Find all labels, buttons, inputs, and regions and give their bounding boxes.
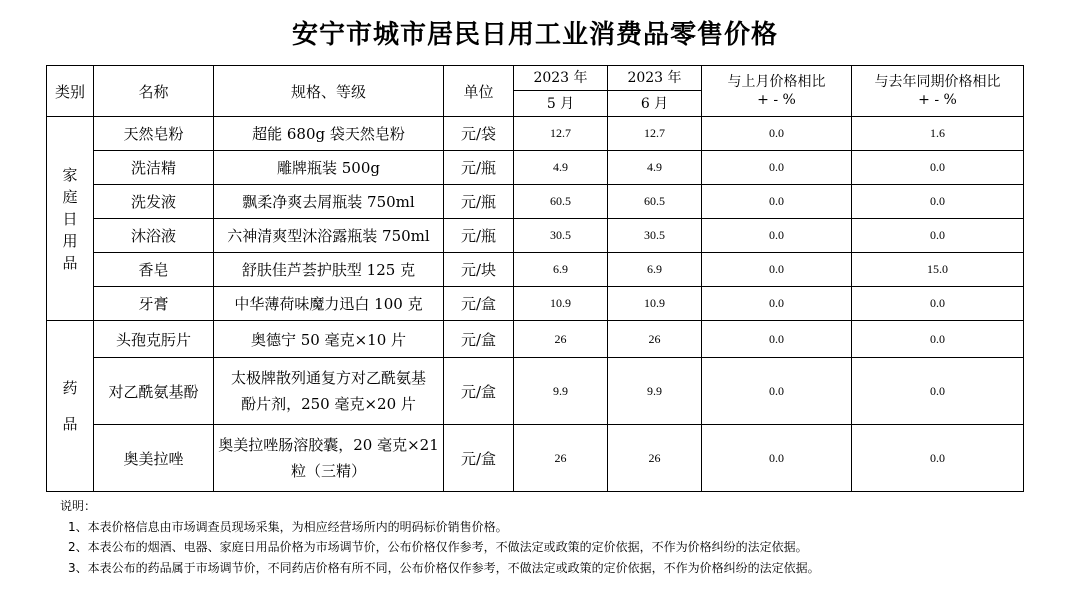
price-jun: 9.9 <box>608 358 702 425</box>
item-spec: 中华薄荷味魔力迅白 100 克 <box>214 287 444 321</box>
table-row <box>47 253 1024 287</box>
table-row <box>47 358 1024 425</box>
header-unit: 单位 <box>444 66 514 117</box>
item-name: 洗发液 <box>94 185 214 219</box>
table-row <box>47 321 1024 358</box>
header-month-may: 5 月 <box>514 91 608 117</box>
category-char: 家 <box>62 165 78 184</box>
price-jun: 26 <box>608 425 702 492</box>
note-item: 3、本表公布的药品属于市场调节价，不同药店价格有所不同，公布价格仅作参考，不做法定或政策的定价依据，不作为价格纠纷的法定依据。 <box>68 560 820 575</box>
table-row <box>47 117 1024 151</box>
item-unit: 元/瓶 <box>444 151 514 185</box>
item-name: 沐浴液 <box>94 219 214 253</box>
price-jun: 60.5 <box>608 185 702 219</box>
item-name: 头孢克肟片 <box>94 321 214 358</box>
page-title: 安宁市城市居民日用工业消费品零售价格 <box>291 20 778 50</box>
price-may: 4.9 <box>514 151 608 185</box>
item-unit: 元/瓶 <box>444 185 514 219</box>
price-jun: 6.9 <box>608 253 702 287</box>
item-spec: 六神清爽型沐浴露瓶装 750ml <box>214 219 444 253</box>
item-unit: 元/盒 <box>444 425 514 492</box>
header-mom <box>702 66 852 117</box>
header-category: 类别 <box>47 66 94 117</box>
item-spec: 超能 680g 袋天然皂粉 <box>214 117 444 151</box>
header-yoy-line2: + - % <box>918 92 957 108</box>
item-spec: 舒肤佳芦荟护肤型 125 克 <box>214 253 444 287</box>
item-spec: 奥德宁 50 毫克×10 片 <box>214 321 444 358</box>
item-unit: 元/瓶 <box>444 219 514 253</box>
item-unit: 元/块 <box>444 253 514 287</box>
table-row <box>47 287 1024 321</box>
change-mom: 0.0 <box>702 219 852 253</box>
header-yoy-line1: 与去年同期价格相比 <box>874 74 1001 90</box>
change-yoy: 0.0 <box>852 425 1024 492</box>
change-mom: 0.0 <box>702 151 852 185</box>
category-char: 品 <box>62 415 78 433</box>
category-char: 品 <box>62 253 78 272</box>
item-spec <box>214 358 444 425</box>
price-jun: 4.9 <box>608 151 702 185</box>
item-spec-line1: 奥美拉唑肠溶胶囊，20 毫克×21 <box>218 436 439 454</box>
item-name: 天然皂粉 <box>94 117 214 151</box>
header-mom-line1: 与上月价格相比 <box>727 74 826 90</box>
header-year-jun: 2023 年 <box>608 66 702 91</box>
item-spec-line1: 太极牌散列通复方对乙酰氨基 <box>230 369 426 387</box>
table-row <box>47 425 1024 492</box>
header-name: 名称 <box>94 66 214 117</box>
notes <box>60 496 820 578</box>
item-name: 奥美拉唑 <box>94 425 214 492</box>
item-name: 对乙酰氨基酚 <box>94 358 214 425</box>
change-mom: 0.0 <box>702 425 852 492</box>
change-mom: 0.0 <box>702 321 852 358</box>
price-may: 30.5 <box>514 219 608 253</box>
price-table <box>46 65 1024 492</box>
header-month-jun: 6 月 <box>608 91 702 117</box>
item-spec: 雕牌瓶装 500g <box>214 151 444 185</box>
category-char: 用 <box>62 231 78 250</box>
change-mom: 0.0 <box>702 358 852 425</box>
header-year-may: 2023 年 <box>514 66 608 91</box>
header-mom-line2: + - % <box>757 92 796 108</box>
change-mom: 0.0 <box>702 185 852 219</box>
header-yoy <box>852 66 1024 117</box>
price-may: 60.5 <box>514 185 608 219</box>
item-spec: 飘柔净爽去屑瓶装 750ml <box>214 185 444 219</box>
item-unit: 元/盒 <box>444 321 514 358</box>
notes-heading: 说明： <box>60 499 97 513</box>
price-may: 12.7 <box>514 117 608 151</box>
price-may: 9.9 <box>514 358 608 425</box>
change-yoy: 0.0 <box>852 219 1024 253</box>
change-mom: 0.0 <box>702 287 852 321</box>
change-mom: 0.0 <box>702 117 852 151</box>
price-may: 26 <box>514 425 608 492</box>
item-spec <box>214 425 444 492</box>
table-row <box>47 219 1024 253</box>
change-mom: 0.0 <box>702 253 852 287</box>
change-yoy: 0.0 <box>852 287 1024 321</box>
price-jun: 10.9 <box>608 287 702 321</box>
item-name: 香皂 <box>94 253 214 287</box>
price-jun: 12.7 <box>608 117 702 151</box>
note-item: 2、本表公布的烟酒、电器、家庭日用品价格为市场调节价，公布价格仅作参考，不做法定或政策的定价依据，不作为价格纠纷的法定依据。 <box>68 540 808 554</box>
header-spec: 规格、等级 <box>214 66 444 117</box>
category-char: 药 <box>62 379 78 397</box>
price-may: 10.9 <box>514 287 608 321</box>
item-spec-line2: 酚片剂，250 毫克×20 片 <box>241 395 416 413</box>
item-unit: 元/袋 <box>444 117 514 151</box>
category-char: 庭 <box>62 187 78 206</box>
header-row-1 <box>47 66 1024 91</box>
item-name: 洗洁精 <box>94 151 214 185</box>
note-item: 1、本表价格信息由市场调查员现场采集，为相应经营场所内的明码标价销售价格。 <box>68 519 508 534</box>
price-may: 26 <box>514 321 608 358</box>
change-yoy: 0.0 <box>852 358 1024 425</box>
price-jun: 26 <box>608 321 702 358</box>
category-household <box>47 117 94 321</box>
change-yoy: 0.0 <box>852 151 1024 185</box>
item-spec-line2: 粒（三精） <box>290 462 366 480</box>
category-medicine <box>47 321 94 492</box>
price-may: 6.9 <box>514 253 608 287</box>
table-row <box>47 151 1024 185</box>
table-row <box>47 185 1024 219</box>
change-yoy: 15.0 <box>852 253 1024 287</box>
item-unit: 元/盒 <box>444 358 514 425</box>
item-unit: 元/盒 <box>444 287 514 321</box>
change-yoy: 0.0 <box>852 185 1024 219</box>
price-jun: 30.5 <box>608 219 702 253</box>
category-char: 日 <box>62 209 78 228</box>
change-yoy: 1.6 <box>852 117 1024 151</box>
change-yoy: 0.0 <box>852 321 1024 358</box>
item-name: 牙膏 <box>94 287 214 321</box>
